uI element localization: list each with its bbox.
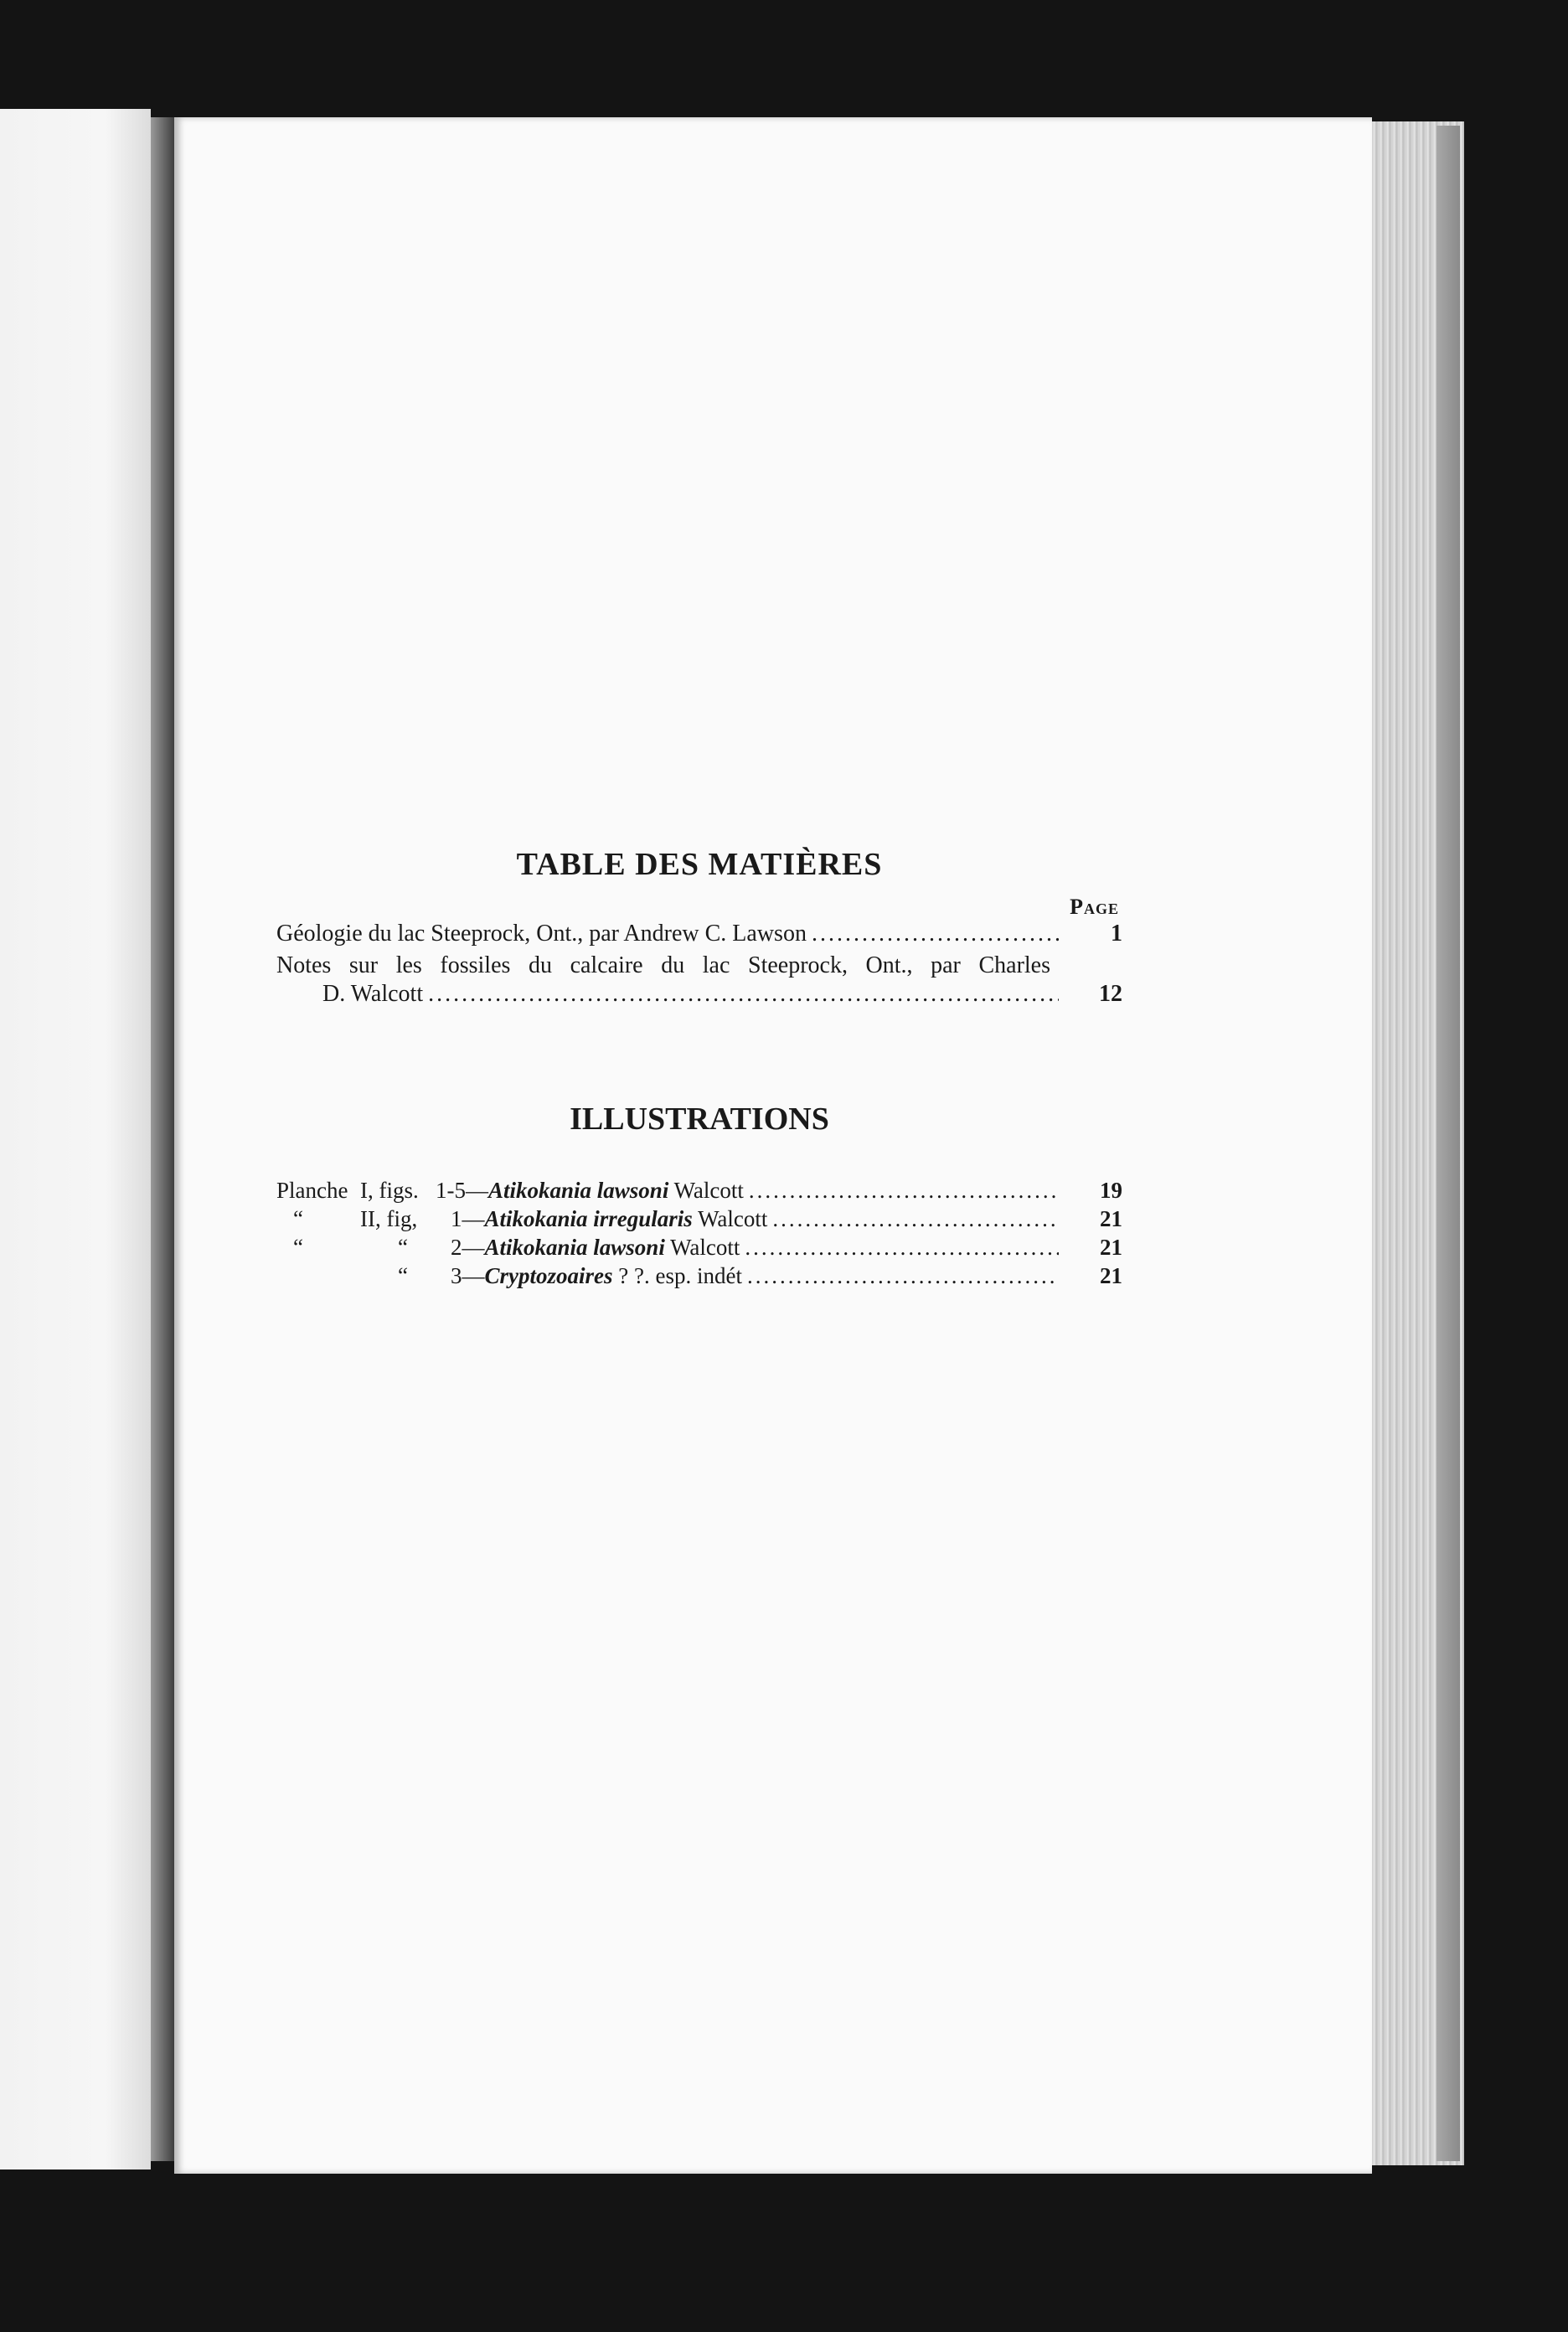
toc-entry-text-line2: D. Walcott — [322, 981, 424, 1007]
figure-number: 1-5— — [436, 1178, 488, 1203]
toc-entry-page: 12 — [1099, 981, 1122, 1007]
species-name: Atikokania lawsoni — [484, 1235, 665, 1260]
illustration-row — [276, 1176, 1122, 1205]
leader-dots — [772, 1205, 1059, 1233]
leader-dots — [745, 1233, 1059, 1261]
illustration-label — [276, 1176, 744, 1205]
toc-entry-line2 — [276, 980, 1122, 1009]
illustration-label — [276, 1261, 742, 1290]
toc-entry — [276, 952, 1122, 1009]
author-name: Walcott — [668, 1178, 744, 1203]
illustration-page: 21 — [1100, 1235, 1122, 1260]
species-name: Cryptozoaires — [484, 1263, 613, 1288]
page-content — [276, 846, 1122, 1290]
figure-number: 2— — [451, 1235, 485, 1260]
illustration-row — [276, 1233, 1122, 1261]
illustrations-title: ILLUSTRATIONS — [570, 1102, 829, 1137]
plate-label: Planche — [276, 1178, 348, 1203]
leader-dots — [747, 1261, 1059, 1290]
illustrations-list — [276, 1176, 1122, 1290]
figure-note: ? ?. esp. indét — [612, 1263, 742, 1288]
figure-label: I, figs. — [360, 1178, 419, 1203]
author-name: Walcott — [692, 1206, 768, 1231]
species-name: Atikokania lawsoni — [488, 1178, 669, 1203]
toc-entry-text-line1: Notes sur les fossiles du calcaire du lac Steeprock, Ont., par Charles — [276, 952, 1050, 978]
illustration-label — [276, 1205, 767, 1233]
ditto-mark: “ — [293, 1206, 303, 1231]
figure-number: 1— — [451, 1206, 485, 1231]
toc-entry — [276, 920, 1122, 948]
ditto-mark: “ — [398, 1235, 408, 1260]
left-facing-page — [0, 109, 151, 2169]
species-name: Atikokania irregularis — [484, 1206, 693, 1231]
illustration-page: 21 — [1100, 1263, 1122, 1288]
author-name: Walcott — [664, 1235, 740, 1260]
leader-dots — [749, 1176, 1059, 1205]
figure-label: II, fig, — [360, 1206, 418, 1231]
book-gutter — [151, 117, 176, 2161]
illustration-page: 21 — [1100, 1206, 1122, 1231]
leader-dots — [812, 920, 1059, 948]
illustration-page: 19 — [1100, 1178, 1122, 1203]
toc-entry-page: 1 — [1111, 921, 1122, 947]
toc-entry-text: Géologie du lac Steeprock, Ont., par Andrew C. Lawson — [276, 921, 807, 947]
page-column-header: Page — [1070, 895, 1119, 919]
figure-number: 3— — [451, 1263, 485, 1288]
illustration-label — [276, 1233, 740, 1261]
ditto-mark: “ — [398, 1263, 408, 1288]
cover-edge — [1436, 126, 1460, 2161]
illustration-row — [276, 1261, 1122, 1290]
ditto-mark: “ — [293, 1235, 303, 1260]
leader-dots — [428, 980, 1059, 1009]
toc-title: TABLE DES MATIÈRES — [516, 847, 883, 882]
illustration-row — [276, 1205, 1122, 1233]
